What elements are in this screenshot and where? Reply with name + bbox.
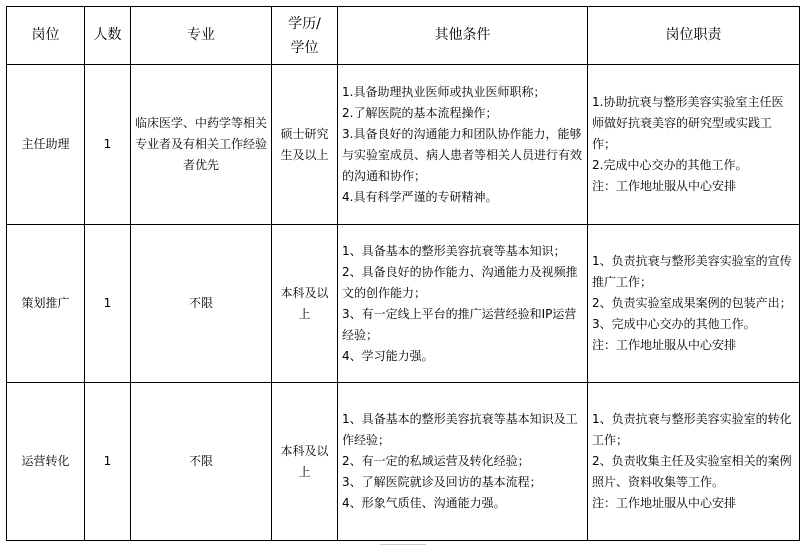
table-row [7, 225, 800, 383]
row-conditions: 1、具备基本的整形美容抗衰等基本知识； 2、具备良好的协作能力、沟通能力及视频推文的创作能力； 3、有一定线上平台的推广运营经验和IP运营经验； 4、学习能力强。 [338, 225, 588, 383]
row-education: 本科及以上 [272, 383, 338, 541]
row-duties: 1.协助抗衰与整形美容实验室主任医师做好抗衰美容的研究型或实践工作； 2.完成中心交办的其他工作。 注：工作地址服从中心安排 [588, 65, 800, 225]
row-duties: 1、负责抗衰与整形美容实验室的转化工作； 2、负责收集主任及实验室相关的案例照片、资料收集等工作。 注：工作地址服从中心安排 [588, 383, 800, 541]
row-position: 运营转化 [7, 383, 85, 541]
header-education-line1: 学历/ [288, 15, 321, 32]
header-education-line2: 学位 [290, 39, 319, 56]
header-conditions: 其他条件 [338, 7, 588, 65]
row-headcount: 1 [85, 225, 131, 383]
row-major: 临床医学、中药学等相关专业者及有相关工作经验者优先 [131, 65, 272, 225]
job-table [6, 6, 800, 541]
row-conditions: 1.具备助理执业医师或执业医师职称； 2.了解医院的基本流程操作； 3.具备良好的沟通能力和团队协作能力，能够与实验室成员、病人患者等相关人员进行有效的沟通和协作； 4.具有科学严谨的专研精神。 [338, 65, 588, 225]
row-headcount: 1 [85, 383, 131, 541]
header-education [272, 7, 338, 65]
header-position: 岗位 [7, 7, 85, 65]
row-education: 硕士研究生及以上 [272, 65, 338, 225]
header-major: 专业 [131, 7, 272, 65]
header-headcount: 人数 [85, 7, 131, 65]
page-edge-mark [380, 544, 426, 549]
row-position: 主任助理 [7, 65, 85, 225]
job-table-sheet [6, 6, 799, 540]
row-major: 不限 [131, 383, 272, 541]
header-duties: 岗位职责 [588, 7, 800, 65]
row-headcount: 1 [85, 65, 131, 225]
row-major: 不限 [131, 225, 272, 383]
row-duties: 1、负责抗衰与整形美容实验室的宣传推广工作； 2、负责实验室成果案例的包装产出； 3、完成中心交办的其他工作。 注：工作地址服从中心安排 [588, 225, 800, 383]
row-conditions: 1、具备基本的整形美容抗衰等基本知识及工作经验； 2、有一定的私域运营及转化经验； 3、了解医院就诊及回访的基本流程； 4、形象气质佳、沟通能力强。 [338, 383, 588, 541]
row-position: 策划推广 [7, 225, 85, 383]
row-education: 本科及以上 [272, 225, 338, 383]
table-row [7, 383, 800, 541]
table-row [7, 65, 800, 225]
header-row [7, 7, 800, 65]
